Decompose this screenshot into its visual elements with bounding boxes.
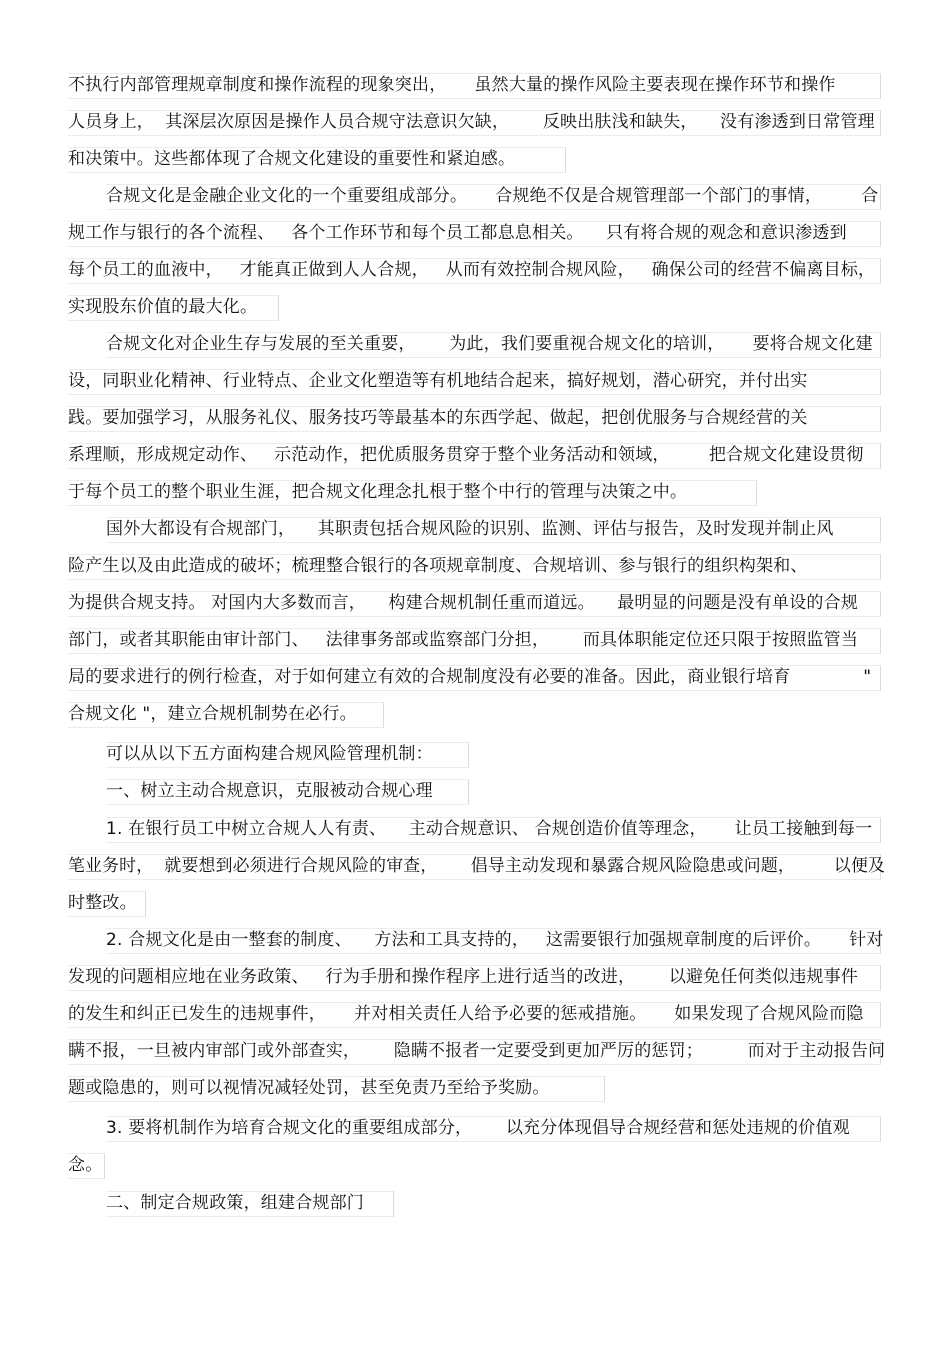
text-line: 题或隐患的，则可以视情况减轻处罚，甚至免责乃至给予奖励。 (68, 1078, 550, 1098)
text-line: 二、制定合规政策，组建合规部门 (106, 1193, 364, 1213)
text-line: 每个员工的血液中， 才能真正做到人人合规， 从而有效控制合规风险， 确保公司的经营不偏离目标， (68, 260, 876, 280)
text-line: 笔业务时， 就要想到必须进行合规风险的审查， 倡导主动发现和暴露合规风险隐患或问题， 以便及 (68, 856, 886, 876)
text-line: 1. 在银行员工中树立合规人人有责、 主动合规意识、 合规创造价值等理念， 让员工接触到每一 (106, 819, 873, 839)
text-line: 为提供合规支持。 对国内大多数而言， 构建合规机制任重而道远。 最明显的问题是没有单设的合规 (68, 593, 859, 613)
text-line: 合规文化 "，建立合规机制势在必行。 (68, 704, 357, 724)
text-line: 合规文化对企业生存与发展的至关重要， 为此，我们要重视合规文化的培训， 要将合规文化建 (106, 334, 873, 354)
text-line: 实现股东价值的最大化。 (68, 297, 258, 317)
text-line: 于每个员工的整个职业生涯，把合规文化理念扎根于整个中行的管理与决策之中。 (68, 482, 688, 502)
text-line: 规工作与银行的各个流程、 各个工作环节和每个员工都息息相关。 只有将合规的观念和意识渗透到 (68, 223, 847, 243)
text-line: 国外大都设有合规部门， 其职责包括合规风险的识别、监测、评估与报告，及时发现并制止风 (106, 519, 834, 539)
text-line: 部门，或者其职能由审计部门、 法律事务部或监察部门分担， 而具体职能定位还只限于按照监管当 (68, 630, 859, 650)
text-line: 不执行内部管理规章制度和操作流程的现象突出， 虽然大量的操作风险主要表现在操作环节和操作 (68, 75, 836, 95)
text-line: 系理顺，形成规定动作、 示范动作，把优质服务贯穿于整个业务活动和领域， 把合规文化建设贯彻 (68, 445, 864, 465)
text-line: 发现的问题相应地在业务政策、 行为手册和操作程序上进行适当的改进， 以避免任何类似违规事件 (68, 967, 859, 987)
text-line: 时整改。 (68, 893, 137, 913)
text-line: 设，同职业化精神、行业特点、企业文化塑造等有机地结合起来，搞好规划，潜心研究，并付出实 (68, 371, 808, 391)
text-line: 和决策中。这些都体现了合规文化建设的重要性和紧迫感。 (68, 149, 516, 169)
text-line: 的发生和纠正已发生的违规事件， 并对相关责任人给予必要的惩戒措施。 如果发现了合规风险而隐 (68, 1004, 864, 1024)
text-line: 2. 合规文化是由一整套的制度、 方法和工具支持的， 这需要银行加强规章制度的后评价。 针对 (106, 930, 884, 950)
text-line: 可以从以下五方面构建合规风险管理机制： (106, 744, 433, 764)
text-line: 局的要求进行的例行检查，对于如何建立有效的合规制度没有必要的准备。因此，商业银行培育 " (68, 667, 872, 687)
text-line: 瞒不报，一旦被内审部门或外部查实， 隐瞒不报者一定要受到更加严厉的惩罚； 而对于主动报告问 (68, 1041, 886, 1061)
text-line: 念。 (68, 1155, 103, 1175)
text-line: 人员身上， 其深层次原因是操作人员合规守法意识欠缺， 反映出肤浅和缺失， 没有渗透到日常管理 (68, 112, 875, 132)
text-line: 3. 要将机制作为培育合规文化的重要组成部分， 以充分体现倡导合规经营和惩处违规的价值观 (106, 1118, 850, 1138)
text-line: 合规文化是金融企业文化的一个重要组成部分。 合规绝不仅是合规管理部一个部门的事情， 合 (106, 186, 879, 206)
text-line: 险产生以及由此造成的破坏；梳理整合银行的各项规章制度、合规培训、参与银行的组织构架和、 (68, 556, 808, 576)
text-line: 一、树立主动合规意识，克服被动合规心理 (106, 781, 433, 801)
text-line: 践。要加强学习，从服务礼仪、服务技巧等最基本的东西学起、做起，把创优服务与合规经营的关 (68, 408, 808, 428)
